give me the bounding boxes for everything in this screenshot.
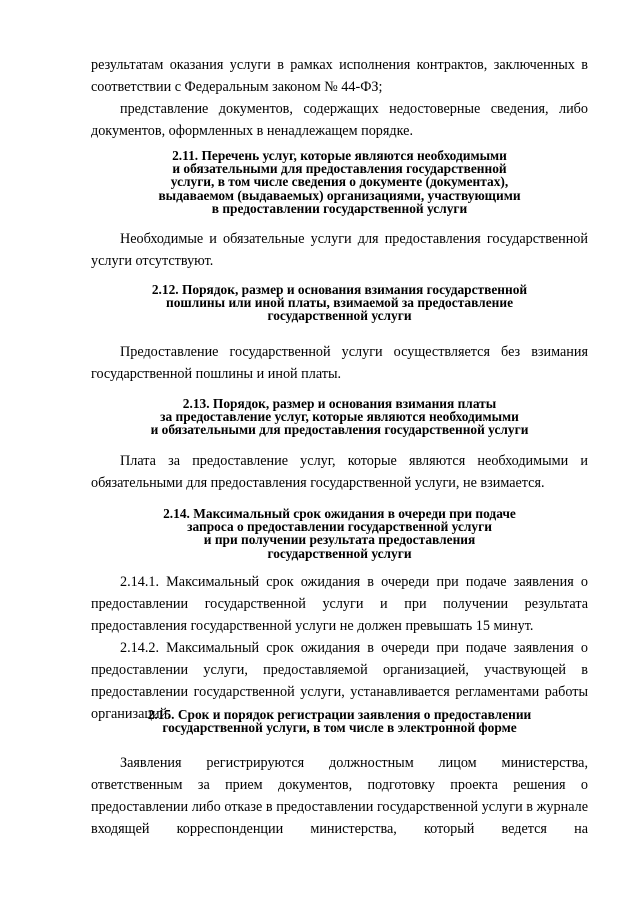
heading-line: в предоставлении государственной услуги xyxy=(211,200,468,216)
section-2-15-text: Заявления регистрируются должностным лицом министерства, ответственным за прием документов, подготовку проекта решения о предоставлении либо отказе в предоставлении государственной услуги в журнале входящей корреспонденции министерства, который ведется на xyxy=(91,755,588,837)
section-2-11-text: Необходимые и обязательные услуги для предоставления государственной услуги отсутствуют. xyxy=(91,231,588,269)
heading-line: государственной услуги, в том числе в электронной форме xyxy=(162,720,517,736)
heading-line: 2.14. Максимальный срок ожидания в очереди при подаче xyxy=(163,506,516,521)
section-2-13-text: Плата за предоставление услуг, которые являются необходимыми и обязательными для предоставления государственной услуги, не взимается. xyxy=(91,453,588,491)
section-2-13-body xyxy=(91,450,588,494)
heading-line: государственной услуги xyxy=(267,545,412,561)
heading-line: услуги, в том числе сведения о документе (документах), xyxy=(170,174,509,190)
section-2-14-heading xyxy=(91,507,588,560)
section-2-14-body xyxy=(91,571,588,725)
heading-line: и обязательными для предоставления государственной услуги xyxy=(150,422,529,438)
heading-line: государственной услуги xyxy=(267,308,412,324)
heading-line: 2.12. Порядок, размер и основания взимания государственной xyxy=(151,282,528,297)
heading-line: запроса о предоставлении государственной услуги xyxy=(187,519,492,535)
heading-line: 2.11. Перечень услуг, которые являются необходимыми xyxy=(172,148,507,163)
intro-line-2: соответствии с Федеральным законом № 44-ФЗ; xyxy=(91,79,383,95)
section-2-14-2-text: 2.14.2. Максимальный срок ожидания в очереди при подаче заявления о предоставлении услуги, предоставляемой организацией, участвующей в предоставлении государственной услуги, устанавливается регламентами работы организаций. xyxy=(91,640,588,722)
section-2-12-text: Предоставление государственной услуги осуществляется без взимания государственной пошлины и иной платы. xyxy=(91,344,588,382)
section-2-11-heading xyxy=(91,149,588,215)
heading-line: 2.13. Порядок, размер и основания взимания платы xyxy=(182,396,497,411)
heading-line: выдаваемом (выдаваемых) организациями, участвующими xyxy=(158,187,521,203)
heading-line: и обязательными для предоставления государственной xyxy=(172,161,507,177)
heading-line: за предоставление услуг, которые являются необходимыми xyxy=(160,409,519,425)
section-2-11-body xyxy=(91,228,588,272)
section-2-15-heading xyxy=(91,708,588,734)
section-2-12-body xyxy=(91,341,588,385)
intro-line-1: результатам оказания услуги в рамках исполнения контрактов, заключенных в xyxy=(91,57,588,73)
section-2-13-heading xyxy=(91,397,588,437)
heading-line: пошлины или иной платы, взимаемой за предоставление xyxy=(165,295,514,311)
intro-paragraph-2: представление документов, содержащих недостоверные сведения, либо документов, оформленных в ненадлежащем порядке. xyxy=(91,101,588,139)
heading-line: и при получении результата предоставления xyxy=(203,532,476,548)
section-2-15-body xyxy=(91,752,588,840)
section-2-12-heading xyxy=(91,283,588,323)
heading-line: 2.15. Срок и порядок регистрации заявления о предоставлении xyxy=(147,707,532,722)
section-2-14-1-text: 2.14.1. Максимальный срок ожидания в очереди при подаче заявления о предоставлении государственной услуги и при получении результата предоставления государственной услуги не должен превышать 15 минут. xyxy=(91,574,588,634)
intro-block xyxy=(91,54,588,142)
